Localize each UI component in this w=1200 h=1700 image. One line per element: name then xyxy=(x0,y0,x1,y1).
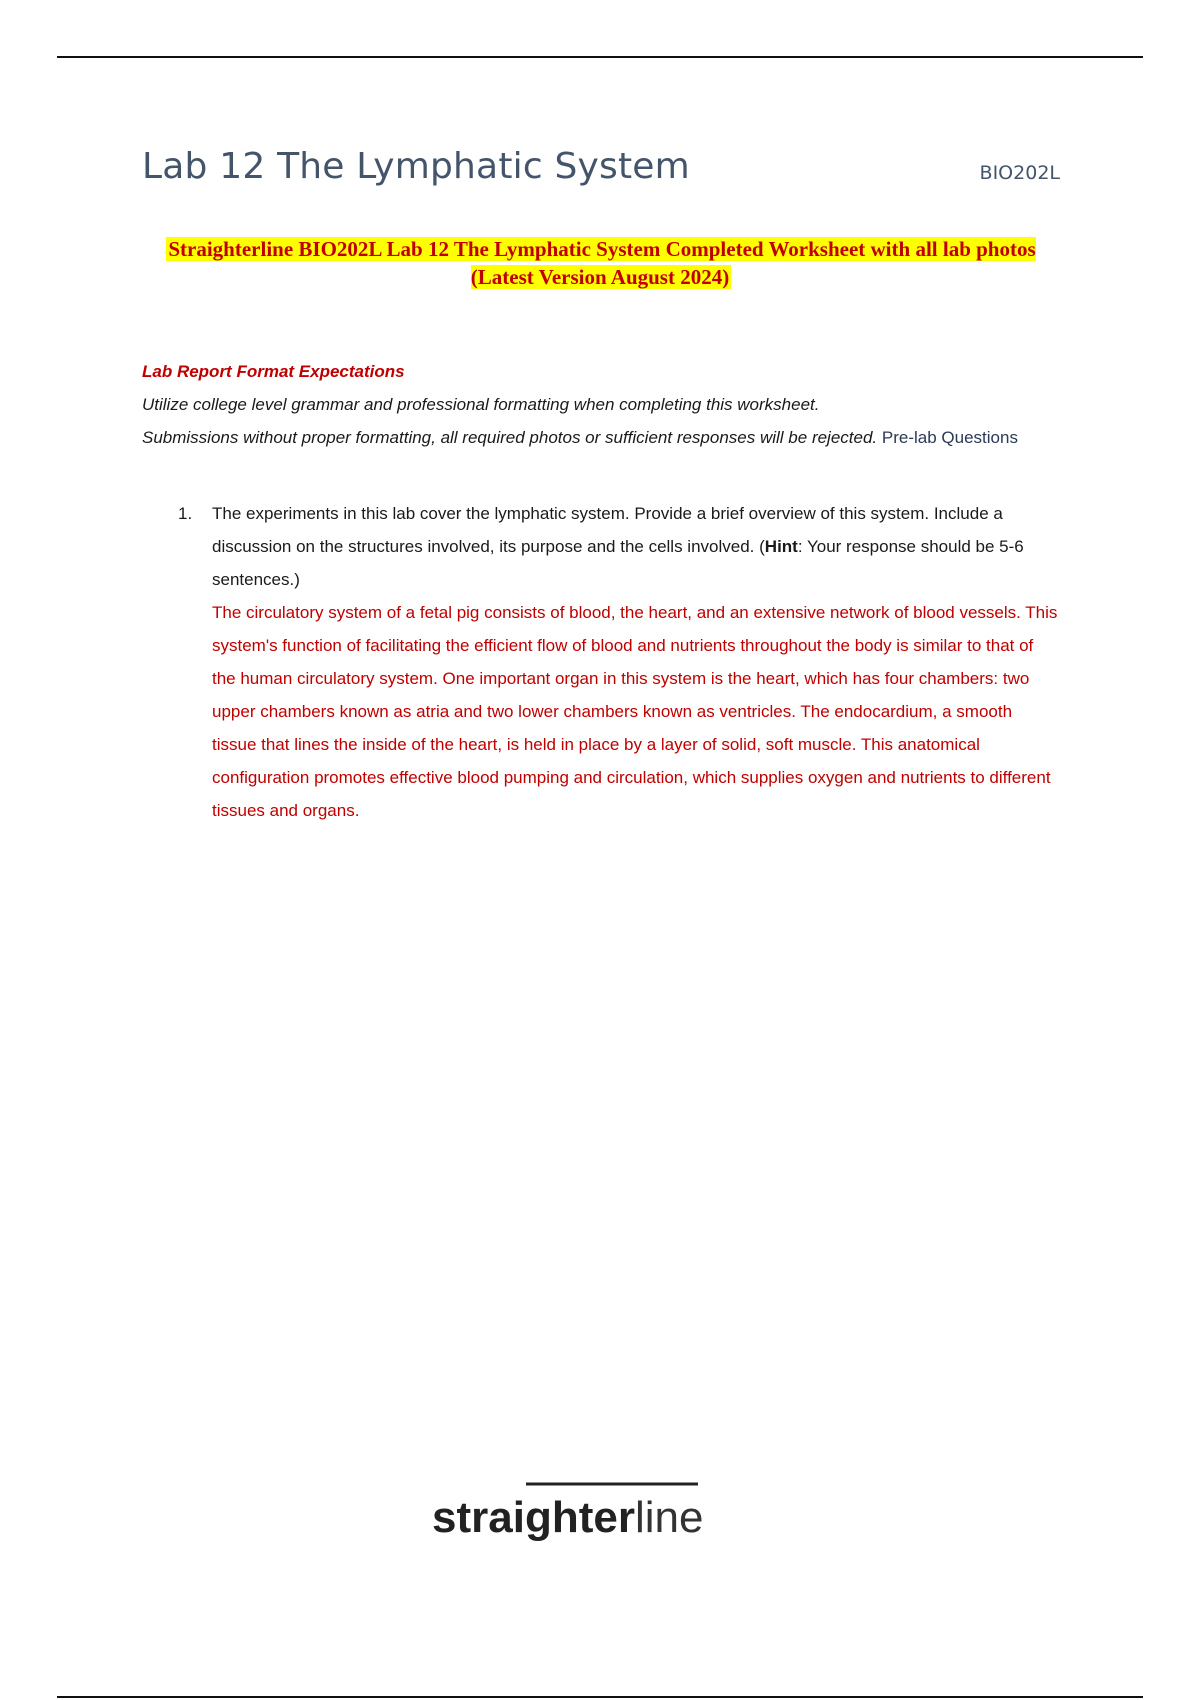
lab-report-expectations xyxy=(142,355,1060,454)
logo-text-light: line xyxy=(634,1493,704,1542)
question-number: 1. xyxy=(178,504,193,523)
top-rule xyxy=(57,56,1143,58)
prelab-questions-heading: Pre-lab Questions xyxy=(881,428,1018,447)
question-list xyxy=(178,497,1058,827)
svg-text:straighterline xyxy=(432,1493,703,1542)
answer-text: The circulatory system of a fetal pig consists of blood, the heart, and an extensive network of blood vessels. This system's function of facilitating the efficient flow of blood and nutrients throughout the body is similar to that of the human circulatory system. One important organ in this system is the heart, which has four chambers: two upper chambers known as atria and two lower chambers known as ventricles. The endocardium, a smooth tissue that lines the inside of the heart, is held in place by a layer of solid, soft muscle. This anatomical configuration promotes effective blood pumping and circulation, which supplies oxygen and nutrients to different tissues and organs. xyxy=(212,603,1058,820)
expectations-line-1: Utilize college level grammar and professional formatting when completing this worksheet. xyxy=(142,395,820,414)
question-item xyxy=(178,497,1058,827)
banner-text: Straighterline BIO202L Lab 12 The Lymphatic System Completed Worksheet with all lab photos (Latest Version August 2024) xyxy=(168,237,1036,289)
question-body xyxy=(212,497,1058,827)
expectations-line-2: Submissions without proper formatting, all required photos or sufficient responses will be rejected. xyxy=(142,428,878,447)
expectations-line-2-wrapper xyxy=(142,421,1060,454)
straighterline-logo xyxy=(430,1470,770,1560)
question-text xyxy=(212,497,1058,596)
bottom-rule xyxy=(57,1696,1143,1698)
course-code: BIO202L xyxy=(979,162,1060,184)
hint-text: : Your response should be 5-6 sentences.) xyxy=(212,537,1024,589)
expectations-heading: Lab Report Format Expectations xyxy=(142,362,405,381)
logo-text-bold: straighter xyxy=(432,1493,635,1542)
document-title: Lab 12 The Lymphatic System xyxy=(142,146,690,187)
highlighted-banner xyxy=(142,235,1060,291)
question-text-main: The experiments in this lab cover the lymphatic system. Provide a brief overview of this system. Include a discussion on the structures involved, its purpose and the cells involved. ( xyxy=(212,504,1003,556)
page-header xyxy=(142,146,1060,196)
hint-label: Hint xyxy=(764,537,798,556)
